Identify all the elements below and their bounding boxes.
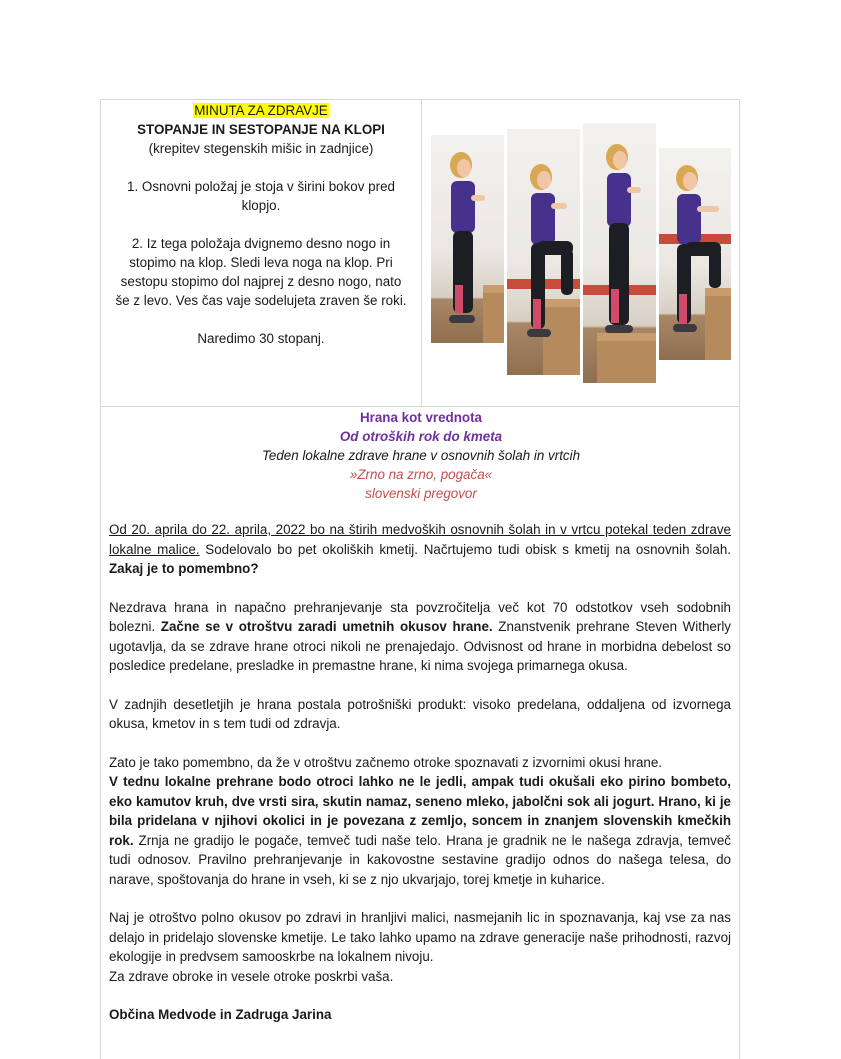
person-stepping-down-image xyxy=(659,148,731,360)
exercise-photo-4 xyxy=(659,148,731,360)
exercise-subtitle: (krepitev stegenskih mišic in zadnjice) xyxy=(148,141,374,156)
exercise-title: STOPANJE IN SESTOPANJE NA KLOPI xyxy=(137,122,385,137)
exercise-box xyxy=(101,100,739,407)
section-tag: MINUTA ZA ZDRAVJE xyxy=(194,103,328,118)
paragraph-2-start: Nezdrava hrana in napačno prehranjevanje sta povzročitelja več kot 70 odstotkov vseh sodobnih bolezni. xyxy=(109,599,731,634)
signature: Občina Medvode in Zadruga Jarina xyxy=(109,1007,332,1022)
article-tagline: Teden lokalne zdrave hrane v osnovnih šolah in vrtcih xyxy=(261,448,581,463)
exercise-closing: Naredimo 30 stopanj. xyxy=(197,331,325,346)
paragraph-2 xyxy=(109,598,731,676)
person-standing-image xyxy=(431,135,504,343)
paragraph-2-bold: Začne se v otroštvu zaradi umetnih okusov hrane. xyxy=(160,619,493,634)
proverb: »Zrno na zrno, pogača« xyxy=(349,467,493,482)
event-dates: Od 20. aprila do 22. aprila, 2022 bo na štirih medvoških osnovnih šolah in v vrtcu potekal teden zdrave lokalne malice. xyxy=(109,522,731,557)
person-stepping-image xyxy=(507,129,580,375)
paragraph-1-text: Sodelovalo bo pet okoliških kmetij. Načrtujemo tudi obisk s kmetij na osnovnih šolah. xyxy=(199,541,731,557)
paragraph-1 xyxy=(109,520,731,579)
exercise-photo-3 xyxy=(583,123,656,383)
article-subheading: Od otroških rok do kmeta xyxy=(339,429,503,444)
exercise-step-2: 2. Iz tega položaja dvignemo desno nogo in stopimo na klop. Sledi leva noga na klop. Pri sestopu stopimo dol najprej z desno nogo, nato še z levo. Ves čas vaje sodelujeta zraven še roki. xyxy=(115,236,407,308)
person-on-bench-image xyxy=(583,123,656,383)
paragraph-4 xyxy=(109,772,731,889)
article-header xyxy=(101,408,741,503)
paragraph-4-first: Zato je tako pomembno, da že v otroštvu začnemo otroke spoznavati z izvornimi okusi hrane. xyxy=(109,754,663,770)
paragraph-6: Za zdrave obroke in vesele otroke poskrbi vaša. xyxy=(109,968,394,984)
paragraph-5: Naj je otroštvo polno okusov po zdravi in hranljivi malici, nasmejanih lic in spoznavanja, kaj vse za nas delajo in pridelajo slovenske kmetije. Le tako lahko upamo na zdrave generacije naše prihodnosti, razvoj ekologije in predvsem samooskrbe na lokalnem nivoju. xyxy=(109,910,731,964)
question-text: Zakaj je to pomembno? xyxy=(109,561,259,576)
exercise-photo-1 xyxy=(431,135,504,343)
paragraph-4-bold: V tednu lokalne prehrane bodo otroci lahko ne le jedli, ampak tudi okušali eko pirino bombeto, eko kamutov kruh, dve vrsti sira, skutin namaz, seneno mleko, jabolčni sok ali jogurt. Hrano, ki je bila pridelana v njihovi okolici in je povezana z zemljo, soncem in znanjem slovenskih kmečkih rok. xyxy=(109,774,731,848)
paragraph-4-rest: Zrnja ne gradijo le pogače, temveč tudi naše telo. Hrana je gradnik ne le našega zdravja, temveč tudi odnosov. Pravilno prehranjevanje in kakovostne sestavine gradijo odnos do našega telesa, do narave, spoštovanja do hrane in vseh, ki se z njo ukvarjajo, torej kmetje in kuharice. xyxy=(109,832,731,887)
exercise-photos xyxy=(421,100,741,406)
exercise-text xyxy=(101,100,421,406)
article-heading: Hrana kot vrednota xyxy=(359,410,483,425)
exercise-photo-2 xyxy=(507,129,580,375)
paragraph-3: V zadnjih desetletjih je hrana postala potrošniški produkt: visoko predelana, oddaljena od izvornega okusa, kmetov in s tem tudi od zdravja. xyxy=(109,696,731,731)
exercise-step-1: 1. Osnovni položaj je stoja v širini bokov pred klopjo. xyxy=(127,179,395,213)
document-frame xyxy=(100,99,740,1059)
article-body xyxy=(109,520,731,1025)
paragraph-2-rest: Znanstvenik prehrane Steven Witherly ugotavlja, da se zdrave hrane otroci nikoli ne prenajedajo. Odvisnost od hrane in morbidna debelost so posledice predelane, presladke in premastne hrane, ki nima svojega primarnega okusa. xyxy=(109,619,731,673)
proverb-source: slovenski pregovor xyxy=(365,486,477,501)
